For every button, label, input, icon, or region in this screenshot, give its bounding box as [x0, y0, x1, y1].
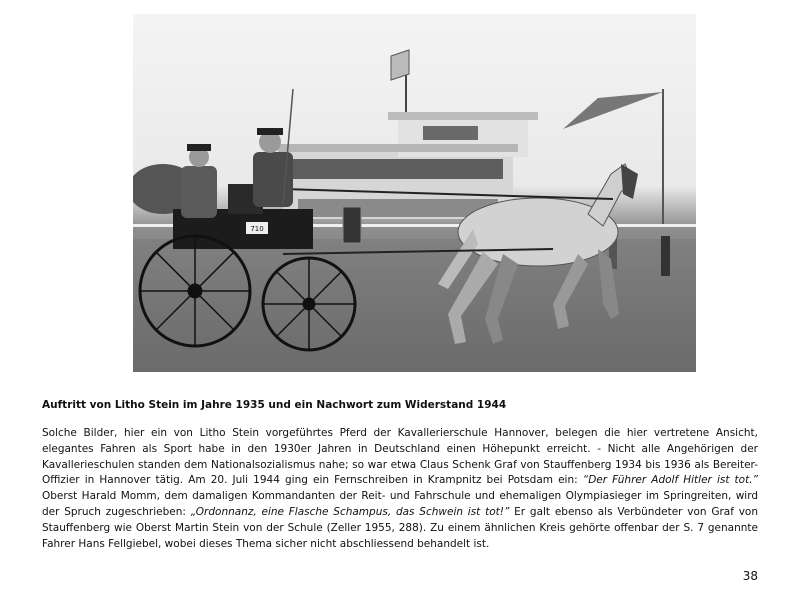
historical-photo	[133, 14, 696, 372]
body-paragraph	[42, 426, 758, 552]
page-number: 38	[742, 569, 758, 583]
paragraph-text: Solche Bilder, hier ein von Litho Stein vorgeführtes Pferd der Kavallerierschule Hannover, belegen die hier vertretene Ansicht, elegantes Fahren als Sport habe in den 1930er Jahren in Deutschland einen Höhepunkt erreicht. - Nicht alle Angehörigen der Kavallerieschulen standen dem Nationalsozialismus nahe; so war etwa Claus Schenk Graf von Stauffenberg 1934 bis 1936 als Bereiter-Offizier in Hannover tätig. Am 20. Juli 1944 ging ein Fernschreiben in Krampnitz bei Potsdam ein:	[42, 427, 758, 487]
spectator	[661, 236, 670, 276]
paragraph-text: Er galt ebenso als Verbündeter von Graf von Stauffenberg wie Oberst Martin Stein von der Schule (Zeller 1955, 288). Zu einem ähnlichen Kreis gehörte offenbar der S. 7 genannte Fahrer Hans Fellgiebel, wobei dieses Thema sicher nicht abschliessend behandelt ist.	[42, 505, 758, 550]
rear-wheel	[140, 236, 250, 346]
pennant	[563, 92, 663, 129]
paragraph-text: Oberst Harald Momm, dem damaligen Kommandanten der Reit- und Fahrschule und ehemaligen Olympiasieger im Springreiten, wird der Spruch zugeschrieben:	[42, 490, 758, 518]
quote-text: „Ordonnanz, eine Flasche Schampus, das Schwein ist tot!”	[190, 505, 510, 518]
carriage-photo-illustration	[133, 14, 696, 372]
front-wheel	[263, 258, 355, 350]
photo-caption: Auftritt von Litho Stein im Jahre 1935 und ein Nachwort zum Widerstand 1944	[42, 399, 507, 411]
groom-figure	[181, 144, 217, 218]
quote-text: “Der Führer Adolf Hitler ist tot.”	[582, 474, 758, 487]
carriage-plate: 710	[250, 225, 264, 233]
